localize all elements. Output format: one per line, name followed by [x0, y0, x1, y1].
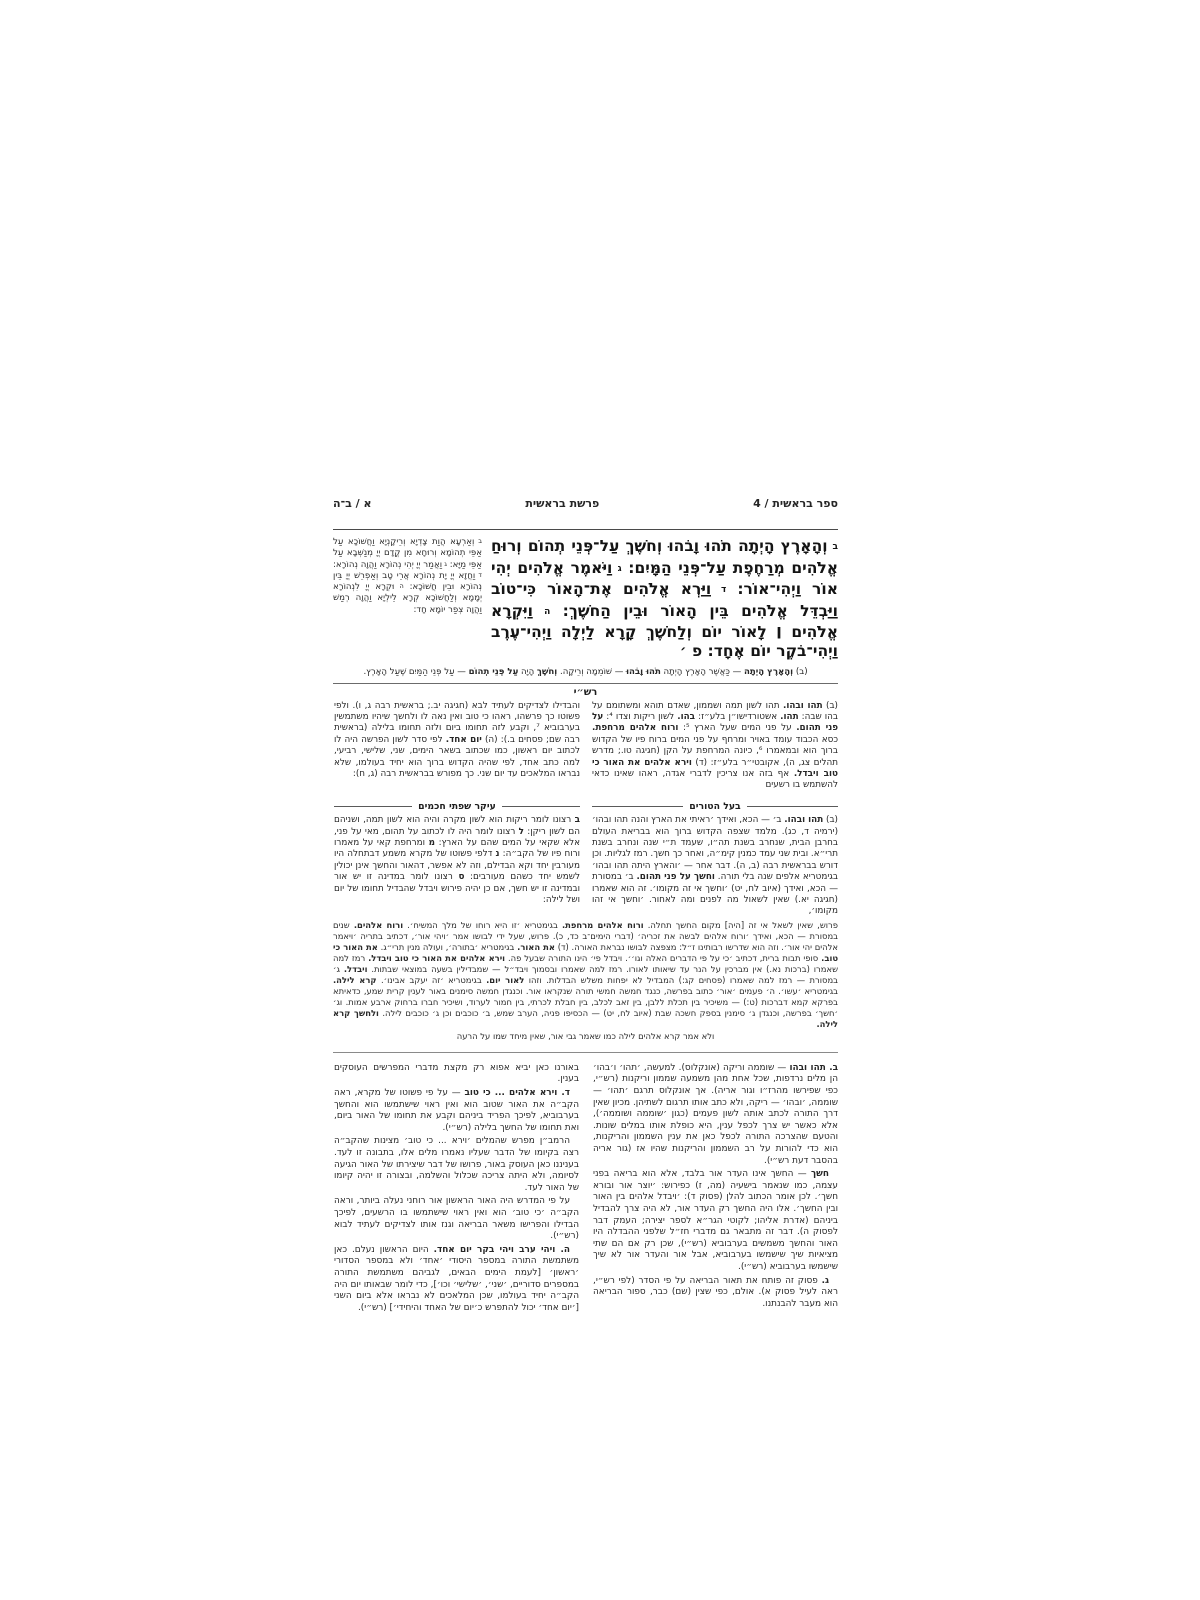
siftei-chachamim-text: ב רצונו לומר ריקות הוא לשון מקרה והיה הוא לשון תמה, ושניהם הם לשון ריקן: ל רצונו לומר היה לו לכתוב על תהום, מאי על פני, אלא שקאי על המים שהם על הארץ: מ ומרחפת קאי על מאמרו ורוח פיו של הקב״ה: נ דלפי פשוטו של מקרא משמע דבתחלה היו מעורבין יחד וקא הבדילם, וזה לא אפשר, דהאור והחשך אינן יכולין לשמש יחד כשהם מעורבים: ס רצונו לומר במדינה זו יש אור ובמדינה זו יש חשך, אם כן יהיה פירוש ויבדל שהבדיל תחומו של יום ושל לילה: [334, 815, 580, 906]
elucidation-paragraph: הרמב״ן מפרש שהמלים ׳וירא ... כי טוב׳ מצינות שהקב״ה רצה בקיומו של הדבר שעליו נאמרו מלים אלו, בתבונה זו לעד. בעניננו כאן העוסק באור, פרושו של דבר שיצירתו של האור הגיעה לסיומה, ולא היתה צריכה שכלול והשלמה, ובצורה זו יהיה קיומו של האור לעד. [334, 1136, 579, 1193]
baal-haturim-title: בעל הטורים [592, 801, 838, 812]
rashi-title: רש״י [573, 686, 598, 698]
rashi-divider [333, 683, 838, 684]
elucidation-paragraph: ג. פסוק זה פותח את תאור הבריאה על פי הסדר (לפי רש״י, ראה לעיל פסוק א). אולם, כפי שצין (שם) כבר, ספור הבריאה הוא מעבר להבנתנו. [593, 1275, 838, 1309]
baal-haturim-column [592, 795, 838, 918]
elucidation-column-right [593, 1063, 838, 1316]
header-divider [333, 529, 838, 530]
interlinear-translation-line: (ב) וְהָאָרֶץ הָיְתָה — כַּאֲשֶׁר הָאָרֶץ הָיְתָה תֹהוּ וָבֹהוּ — שׁוֹמֵמָה וְרֵיקָה. וְחֹשֶׁךְ הָיָה עַל פְּנֵי תְהוֹם — עַל פְּנֵי הַמַּיִם שֶׁעַל הָאָרֶץ. [363, 666, 808, 677]
bottom-section-divider [333, 1052, 838, 1053]
targum-onkelos: ב וְאַרְעָא הֲוַת צָדְיָא וְרֵיקָנְיָא וַחֲשׁוֹכָא עַל אַפֵּי תְהוֹמָא וְרוּחָא מִן קֳדָם יְיָ מְנַשְּׁבָא עַל אַפֵּי מַיָּא: ג וַאֲמַר יְיָ יְהִי נְהוֹרָא וַהֲוָה נְהוֹרָא: ד וַחֲזָא יְיָ יָת נְהוֹרָא אֲרֵי טָב וְאַפְרֵשׁ יְיָ בֵּין נְהוֹרָא וּבֵין חֲשׁוֹכָא: ה וּקְרָא יְיָ לִנְהוֹרָא יְמָמָא וְלַחֲשׁוֹכָא קְרָא לֵילְיָא וַהֲוָה רְמַשׁ וַהֲוָה צְפַר יוֹמָא חָד: [333, 537, 483, 615]
chumash-page [333, 497, 838, 1316]
siftei-chachamim-column [334, 795, 580, 918]
elucidation-paragraph: ד. וירא אלהים ... כי טוב — על פי פשוטו של מקרא, ראה הקב״ה את האור שטוב הוא ואין ראוי שישתמשו הוא והחשך בערבוביא, לפיכך הפריד ביניהם וקבע את תחומו של האור ביום, ואת תחומו של החשך בלילה (רש״י). [334, 1088, 579, 1133]
elucidation-paragraph: באורנו כאן יביא אפוא רק מקצת מדברי המפרשים העוסקים בענין. [334, 1062, 579, 1085]
page-header [333, 497, 838, 510]
elucidation-paragraph: על פי המדרש היה האור הראשון אור רוחני נעלה ביותר, וראה הקב״ה ׳כי טוב׳ הוא ואין ראוי שישתמשו בו הרשעים, לפיכך הבדילו והפרישו משאר הבריאה וגנז אותו לצדיקים לעתיד לבוא (רש״י). [334, 1196, 579, 1242]
rashi-column-right: (ב) תהו ובהו. תהו לשון תמה ושממון, שאדם תוהא ומשתומם על בהו שבה: תהו. אשטורדישו״ן בלע״ז: בהו. לשון ריקות וצדו ⁴: על פני תהום. על פני המים שעל הארץ ⁵: ורוח אלהים מרחפת. כסא הכבוד עומד באויר ומרחף על פני המים ברוח פיו של הקדוש ברוך הוא ובמאמרו ⁶, כיונה המרחפת על הקן (חגיגה טו.; מדרש תהלים צג, ה), אקובטי״ר בלע״ז: (ד) וירא אלהים את האור כי טוב ויבדל. אף בזה אנו צריכין לדברי אגדה, ראהו שאינו כדאי להשתמש בו רשעים [592, 700, 839, 791]
baal-haturim-fullwidth: פרוש, שאין לשאל אי זה [היה] מקום החשך תחלה. ורוח אלהים מרחפת. בגימטריא ׳זו היא רוחו של מלך המשיח׳. ורוח אלהים. שנים במסורת — הכא, ואידך ׳ורוח אלהים לבשה את זכריה׳ (דברי הימים־ב כד, כ). פרוש, שעל ידי לבושו אמר ׳ויהי אור׳, דכתיב בתריה ׳ויאמר אלהים יהי אור׳. וזה הוא שדרשו רבותינו ז״ל: מצפצה לבושו נבראת האורה. (ד) את האור. בגימטריא ׳בתורה׳, ועולה מנין תרי״ג. את האור כי טוב. סופי תבות ברית, דכתיב ׳כי על פי הדברים האלה וגו׳׳. ויבדל פי׳ הינו התורה שבעל פה. וירא אלהים את האור כי טוב ויבדל. רמז למה שאמרו (ברכות נא.) אין מברכין על הנר עד שיאותו לאורו. רמז למה שאמרו ובסמוך ויבד״ל — שמבדילין בשעה במוצאי שבתות. ויבדל. ג׳ במסורת — רמז למה שאמרו (פסחים קג:) המבדיל לא יפחות משלש הבדלות. וזהו לאור יום. בגימטריא ׳זה יעקב אבינו׳. קרא לילה. בגימטריא ׳עשו׳. ה׳ פעמים ׳אור׳ כתוב בפרשה, כנגד חמשה חמשי תורה שנקראו אור. וכנגדן חמשה סימנים באור לענין קרית שמע, כדאיתא בפרקא קמא דברכות (ט:) — משיכיר בין תכלת ללבן, בין זאב לכלב, בין חבלת לכרתי, בין חמור לערוד, ושיכיר חברו ברחוק ארבע אמות. וג׳ ׳חשך׳ בפרשה, וכנגדן ג׳ סימנין בספק חשכה שבת (איוב לח, יט) — הכסיפו פניה, הערב שמש, ב׳ כוכבים וכן ג׳ כוכבים לילה. ולחשך קרא לילה. [333, 919, 839, 1029]
header-chapter-verses: א / ב־ה [333, 497, 372, 510]
rashi-column-left: והבדילו לצדיקים לעתיד לבא (חגיגה יב.; בראשית רבה ג, ו). ולפי פשוטו כך פרשהו, ראהו כי טוב ואין נאה לו ולחשך שיהיו משתמשין בערבוביא ⁷, וקבע לזה תחומו ביום ולזה תחומו בלילה (בראשית רבה שם; פסחים ב.): (ה) יום אחד. לפי סדר לשון הפרשה היה לו לכתוב יום ראשון, כמו שכתוב בשאר הימים, שני, שלישי, רביעי, למה כתב אחד, לפי שהיה הקדוש ברוך הוא יחיד בעולמו, שלא נבראו המלאכים עד יום שני. כך מפורש בבראשית רבה (ג, ח): [334, 700, 580, 779]
rashi-columns [333, 701, 838, 792]
baal-haturim-closing-line: ולא אמר קרא אלהים לילה כמו שאמר גבי אור, שאין מיחד שמו על הרעה [456, 1030, 715, 1041]
elucidation-paragraph: חשך — החשך אינו העדר אור בלבד, אלא הוא בריאה בפני עצמה, כמו שנאמר בישעיה (מה, ז) כפירוש: ׳יוצר אור ובורא חשך׳. לכן אומר הכתוב להלן (פסוק ד): ׳ויבדל אלהים בין האור ובין החשך׳. אלו היה החשך רק העדר אור, לא היה צרך להבדיל ביניהם (אדרת אליהו; לקוטי הגר״א לספר יצירה; העמק דבר לפסוק ה). דבר זה מתבאר גם מדברי חז״ל שלפני ההבדלה היו האור והחשך משמשים בערבוביא (רש״י), שכן רק אם הם שתי מציאיות שיך שישמשו בערבוביא, אבל אור והעדר אור לא שיך שישמשו בערבוביא (רש״י). [593, 1169, 838, 1272]
header-parsha: פרשת בראשית [525, 497, 600, 510]
siftei-chachamim-title: עיקר שפתי חכמים [334, 801, 580, 812]
main-text-area [333, 537, 838, 661]
header-book-page: ספר בראשית / 4 [753, 497, 838, 510]
torah-text: ב וְהָאָרֶץ הָיְתָה תֹהוּ וָבֹהוּ וְחֹשֶׁךְ עַל־פְּנֵי תְהוֹם וְרוּחַ אֱלֹהִים מְרַחֶפֶת עַל־פְּנֵי הַמָּיִם: ג וַיֹּאמֶר אֱלֹהִים יְהִי אוֹר וַיְהִי־אוֹר: ד וַיַּרְא אֱלֹהִים אֶת־הָאוֹר כִּי־טוֹב וַיַּבְדֵּל אֱלֹהִים בֵּין הָאוֹר וּבֵין הַחֹשֶׁךְ: ה וַיִּקְרָא אֱלֹהִים ׀ לָאוֹר יוֹם וְלַחֹשֶׁךְ קָרָא לַיְלָה וַיְהִי־עֶרֶב וַיְהִי־בֹקֶר יוֹם אֶחָד: פ ׳ [491, 537, 839, 660]
elucidation-paragraph: ב. תהו ובהו — שוממה וריקה (אונקלוס). למעשה, ׳תהו׳ ו׳בהו׳ הן מלים נרדפות, שכל אחת מהן משמעה שממון וריקנות (רש״י, כפי שפירשו מהרז״ו וגור אריה). אך אונקלוס תרגם ׳תהו׳ — שוממה, ׳ובהו׳ — ריקה, ולא כתב אותו תרגום לשתיהן. מכיון שאין דרך התורה לכתב אותה לשון פעמים (כגון ׳שוממה ושוממה׳), אלא כאשר יש צרך לכפל ענין, היא כופלת אותו במלים שונות. והטעם שהצרכה התורה לכפל כאן את ענין השממון והריקנות, הוא כדי להורות על רב השממון והריקנות שהיו אז (גור אריה בהסבר דעת רש״י). [593, 1062, 838, 1166]
commentary-columns [333, 795, 838, 918]
elucidation-column-left [334, 1063, 579, 1316]
baal-haturim-text: (ב) תהו ובהו. ב׳ — הכא, ואידך ׳ראיתי את הארץ והנה תהו ובהו׳ (ירמיה ד, כג). מלמד שצפה הקדוש ברוך הוא בבריאת העולם בחרבן הבית, שנחרב בשנת תה״ו, שעמד ת״י שנה ונחרב בשנת תרי״א. ובית שני עמד כמנין קימ״ה, ואחר כך חשך. רמז לגליות. וכן דורש בבראשית רבה (ב, ה). דבר אחר — ׳והארץ היתה תהו ובהו׳ בגימטריא אלפים שנה בלי תורה. וחשך על פני תהום. ב׳ במסורת — הכא, ואידך (איוב לח, יט) ׳וחשך אי זה מקומו׳. זה הוא שאמרו (חגיגה יא.) שאין לשאול מה לפנים ומה לאחור. ׳וחשך אי זהו מקומו׳, [592, 815, 839, 917]
elucidation-paragraph: ה. ויהי ערב ויהי בקר יום אחד. היום הראשון נעלם. כאן משתמשת התורה במספר היסודי ׳אחד׳ ולא במספר הסדורי ׳ראשון׳ [לעמת הימים הבאים, לגביהם משתמשת התורה במספרים סדוריים, ׳שני׳, ׳שלישי׳ וכו׳], כדי לומר שבאותו יום היה הקב״ה יחיד בעולמו, שכן המלאכים לא נבראו אלא ביום השני [׳יום אחד׳ יכול להתפרש כ׳יום של האחד והיחידי׳] (רש״י). [334, 1244, 579, 1313]
elucidation-columns [333, 1063, 838, 1316]
